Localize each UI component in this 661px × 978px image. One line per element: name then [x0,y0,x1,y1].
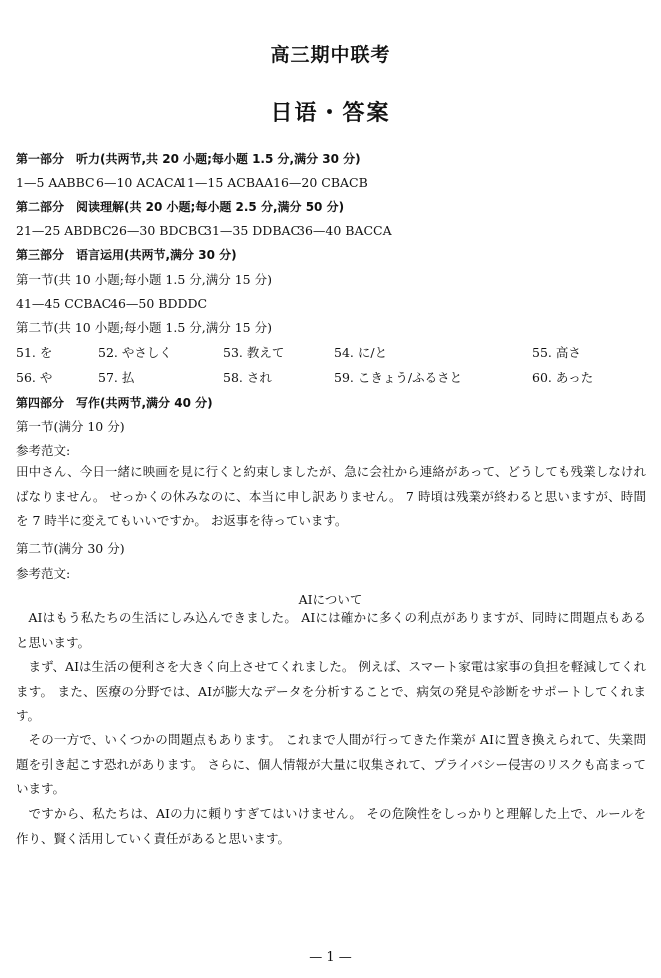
fill-answer: 56. や [16,370,53,385]
fill-answer: 52. やさしく [98,345,172,360]
answer-group: 1—5 AABBC [16,175,95,190]
answer-group: 6—10 ACACA [96,175,183,190]
fill-answer: 53. 教えて [223,345,285,360]
page-number: — 1 — [309,950,352,965]
part4-section1-heading: 第一节(满分 10 分) [16,419,125,434]
fill-answer: 58. され [223,370,272,385]
answer-group: 36—40 BACCA [297,223,392,238]
answer-group: 21—25 ABDBC [16,223,112,238]
answer-group: 11—15 ACBAA [179,175,274,190]
part1-heading: 第一部分 听力(共两节,共 20 小题;每小题 1.5 分,满分 30 分) [16,152,361,166]
part3-section1-heading: 第一节(共 10 小题;每小题 1.5 分,满分 15 分) [16,272,272,287]
fill-answer: 55. 高さ [532,345,581,360]
answer-group: 41—45 CCBAC [16,296,112,311]
part2-heading: 第二部分 阅读理解(共 20 小题;每小题 2.5 分,满分 50 分) [16,200,345,214]
essay-title: AIについて [298,592,363,607]
part4-section2-heading: 第二节(满分 30 分) [16,541,125,556]
sample-letter: 田中さん、今日一緒に映画を見に行くと約束しましたが、急に会社から連絡があって、どうしても残業しなければなりません。 せっかくの休みなのに、本当に申し訳ありません。 7 時頃は残業が終わると思いますが、時間を 7 時半に変えてもいいですか。 お返事を待っています。 [16,464,646,528]
part3-heading: 第三部分 语言运用(共两节,满分 30 分) [16,248,237,262]
fill-answer: 54. に/と [334,345,388,360]
fill-answer: 51. を [16,345,53,360]
answer-group: 16—20 CBACB [273,175,368,190]
part3-section2-heading: 第二节(共 10 小题;每小题 1.5 分,满分 15 分) [16,320,272,335]
exam-title: 高三期中联考 [270,44,391,66]
answer-group: 31—35 DDBAC [204,223,301,238]
sample-label: 参考范文: [16,443,71,458]
essay-paragraph: AIはもう私たちの生活にしみ込んできました。 AIには確かに多くの利点がありますが、同時に問題点もあると思います。 [16,610,646,650]
answer-group: 46—50 BDDDC [110,296,208,311]
essay-paragraph: その一方で、いくつかの問題点もあります。 これまで人間が行ってきた作業が AIに置き換えられて、失業問題を引き起こす恐れがあります。 さらに、個人情報が大量に収集されて、プライバシー侵害のリスクも高まっています。 [16,732,646,796]
sample-label: 参考范文: [16,566,71,581]
answer-group: 26—30 BDCBC [111,223,208,238]
fill-answer: 60. あった [532,370,594,385]
essay-paragraph: まず、AIは生活の便利さを大きく向上させてくれました。 例えば、スマート家電は家事の負担を軽減してくれます。 また、医療の分野では、AIが膨大なデータを分析することで、病気の発見や診断をサポートしてくれます。 [16,659,646,723]
subject-title: 日语・答案 [270,101,391,126]
fill-answer: 59. こきょう/ふるさと [334,370,463,385]
essay-paragraph: ですから、私たちは、AIの力に頼りすぎてはいけません。 その危険性をしっかりと理解した上で、ルールを作り、賢く活用していく責任があると思います。 [16,806,646,846]
part4-heading: 第四部分 写作(共两节,满分 40 分) [16,396,213,410]
fill-answer: 57. 払 [98,370,135,385]
